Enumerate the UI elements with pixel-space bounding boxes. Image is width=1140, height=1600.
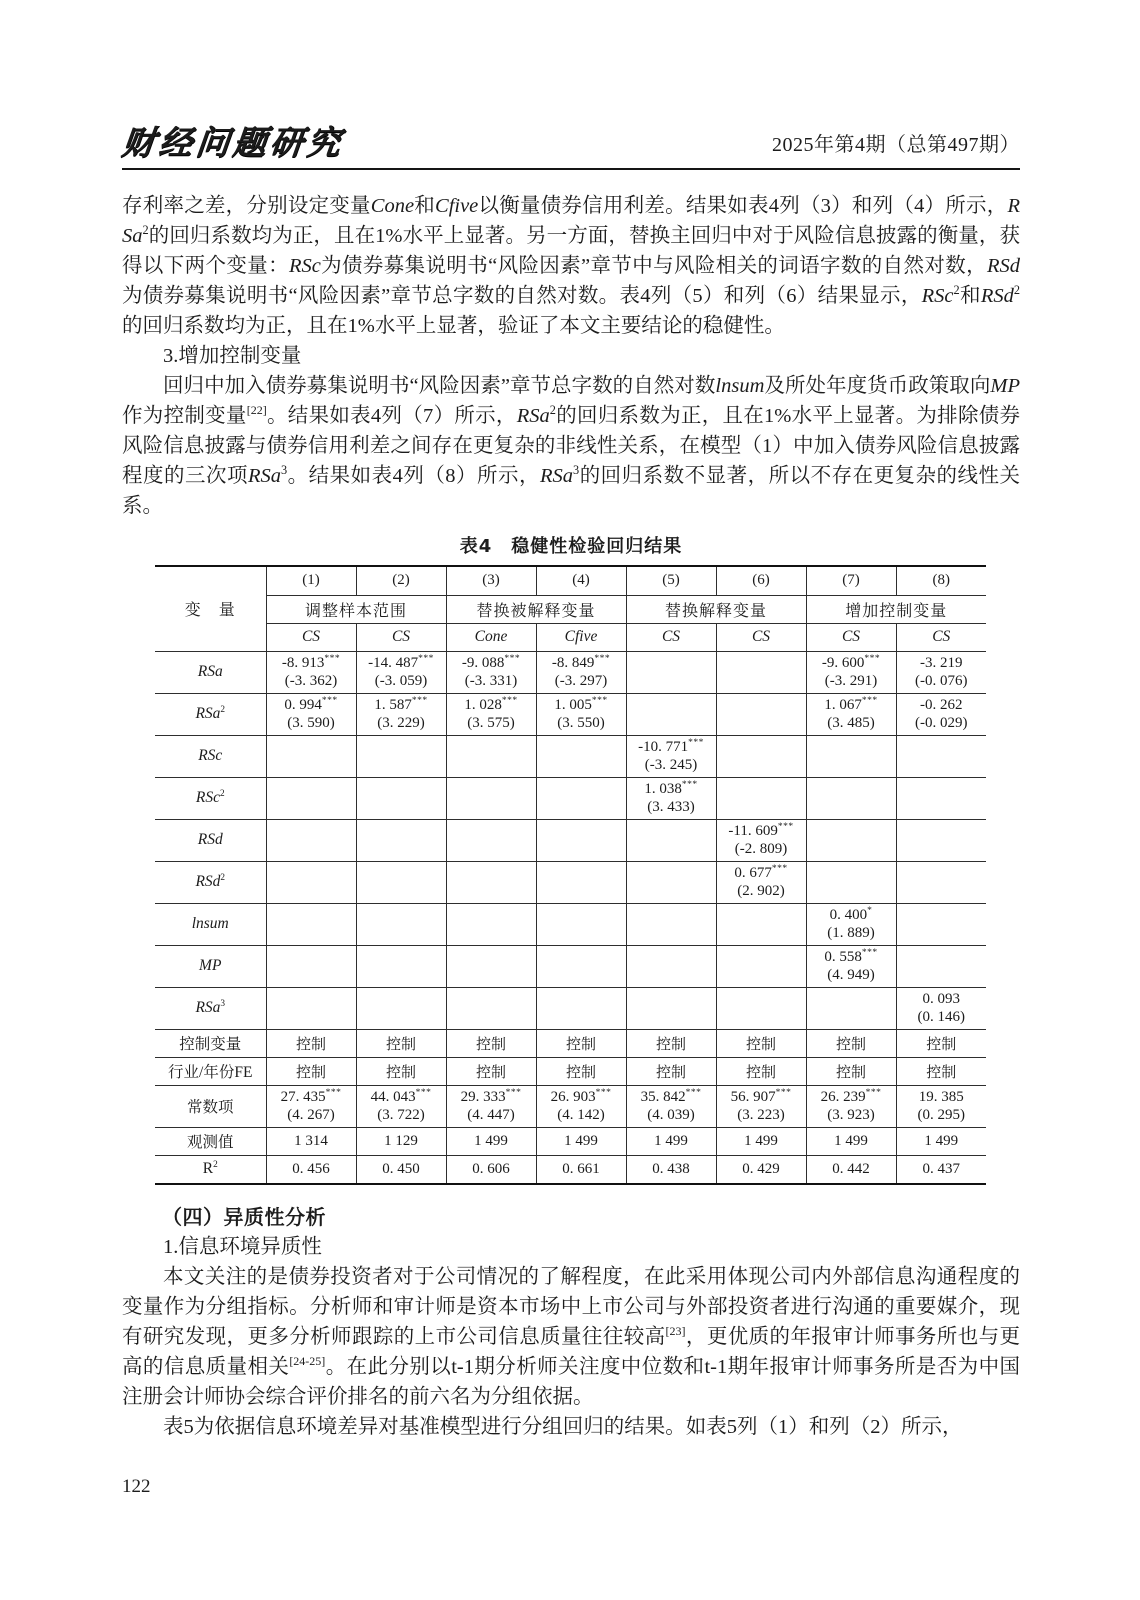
dependent-variable-header: Cone bbox=[446, 623, 536, 651]
page-number: 122 bbox=[122, 1476, 151, 1497]
row-label: RSd$^2$ bbox=[155, 861, 266, 903]
row-label: 观测值 bbox=[155, 1127, 266, 1155]
table-cell: 0. 677*** (2. 902) bbox=[716, 861, 806, 903]
table-cell bbox=[446, 903, 536, 945]
row-label: RSa$^2$ bbox=[155, 693, 266, 735]
table-cell bbox=[626, 819, 716, 861]
table-cell bbox=[716, 735, 806, 777]
column-number: (6) bbox=[716, 567, 806, 595]
table-row bbox=[155, 1057, 986, 1085]
row-label: 控制变量 bbox=[155, 1029, 266, 1057]
table-cell: 0. 456 bbox=[266, 1155, 356, 1183]
table-cell: 0. 661 bbox=[536, 1155, 626, 1183]
row-label: RSd bbox=[155, 819, 266, 861]
table-cell bbox=[356, 903, 446, 945]
table-cell bbox=[626, 861, 716, 903]
table-cell bbox=[716, 693, 806, 735]
table-cell: 26. 239*** (3. 923) bbox=[806, 1085, 896, 1127]
citation-ref: [24-25] bbox=[289, 1354, 326, 1369]
table-cell bbox=[446, 861, 536, 903]
table-cell: -3. 219 (-0. 076) bbox=[896, 651, 986, 693]
table-cell: 44. 043*** (3. 722) bbox=[356, 1085, 446, 1127]
table-cell: 1. 038*** (3. 433) bbox=[626, 777, 716, 819]
table-cell: 1. 005*** (3. 550) bbox=[536, 693, 626, 735]
column-number: (7) bbox=[806, 567, 896, 595]
row-label: 行业/年份FE bbox=[155, 1057, 266, 1085]
table-row bbox=[155, 1155, 986, 1183]
dependent-variable-header: CS bbox=[806, 623, 896, 651]
table-cell bbox=[536, 987, 626, 1029]
table-cell bbox=[716, 945, 806, 987]
table-body bbox=[155, 651, 986, 1183]
table-cell: 控制 bbox=[626, 1057, 716, 1085]
table-cell bbox=[266, 777, 356, 819]
table-cell: -0. 262 (-0. 029) bbox=[896, 693, 986, 735]
body-text-above-table bbox=[122, 191, 1020, 521]
table-cell: -14. 487*** (-3. 059) bbox=[356, 651, 446, 693]
column-group-header: 替换解释变量 bbox=[626, 595, 806, 623]
dependent-variable-header: CS bbox=[356, 623, 446, 651]
citation-ref: [23] bbox=[665, 1324, 686, 1339]
table-cell: 35. 842*** (4. 039) bbox=[626, 1085, 716, 1127]
column-number: (5) bbox=[626, 567, 716, 595]
table-cell bbox=[536, 735, 626, 777]
table-cell bbox=[806, 777, 896, 819]
table-row bbox=[155, 1085, 986, 1127]
table-cell bbox=[626, 987, 716, 1029]
table-cell bbox=[536, 945, 626, 987]
table-cell: 0. 606 bbox=[446, 1155, 536, 1183]
table-cell bbox=[266, 861, 356, 903]
table-cell: -11. 609*** (-2. 809) bbox=[716, 819, 806, 861]
column-number: (3) bbox=[446, 567, 536, 595]
table-cell bbox=[716, 777, 806, 819]
table-cell bbox=[536, 819, 626, 861]
table-row bbox=[155, 819, 986, 861]
table-row bbox=[155, 987, 986, 1029]
table-cell bbox=[446, 777, 536, 819]
table-cell: 控制 bbox=[896, 1057, 986, 1085]
table-cell: 1 499 bbox=[626, 1127, 716, 1155]
regression-table-wrap bbox=[155, 565, 986, 1185]
table-cell: 1. 028*** (3. 575) bbox=[446, 693, 536, 735]
table-cell bbox=[806, 819, 896, 861]
paragraph: 表5为依据信息环境差异对基准模型进行分组回归的结果。如表5列（1）和列（2）所示， bbox=[163, 1416, 963, 1438]
table-cell: 1. 587*** (3. 229) bbox=[356, 693, 446, 735]
table-cell bbox=[896, 777, 986, 819]
table-cell bbox=[356, 945, 446, 987]
table-cell: 控制 bbox=[806, 1057, 896, 1085]
dependent-variable-header: CS bbox=[716, 623, 806, 651]
row-label: lnsum bbox=[155, 903, 266, 945]
table-cell: 26. 903*** (4. 142) bbox=[536, 1085, 626, 1127]
table-cell bbox=[356, 861, 446, 903]
table-cell: 控制 bbox=[716, 1057, 806, 1085]
table-row bbox=[155, 735, 986, 777]
table-cell bbox=[716, 903, 806, 945]
column-group-header: 调整样本范围 bbox=[266, 595, 446, 623]
column-group-header: 替换被解释变量 bbox=[446, 595, 626, 623]
journal-logo: 财经问题研究 bbox=[119, 123, 347, 162]
table-cell bbox=[266, 735, 356, 777]
row-label: RSa bbox=[155, 651, 266, 693]
table-cell: -10. 771*** (-3. 245) bbox=[626, 735, 716, 777]
table-cell: 56. 907*** (3. 223) bbox=[716, 1085, 806, 1127]
table-cell bbox=[446, 819, 536, 861]
table-cell: 27. 435*** (4. 267) bbox=[266, 1085, 356, 1127]
table-cell bbox=[626, 903, 716, 945]
table-cell bbox=[626, 693, 716, 735]
table-row bbox=[155, 861, 986, 903]
table-cell bbox=[806, 735, 896, 777]
table-cell bbox=[626, 945, 716, 987]
table-cell: 控制 bbox=[896, 1029, 986, 1057]
table-row bbox=[155, 651, 986, 693]
table-cell bbox=[806, 987, 896, 1029]
variable-corner-cell: 变 量 bbox=[155, 567, 266, 651]
table-head bbox=[155, 567, 986, 651]
column-number: (1) bbox=[266, 567, 356, 595]
table-cell bbox=[356, 735, 446, 777]
table-cell: 19. 385 (0. 295) bbox=[896, 1085, 986, 1127]
table-cell: 0. 093 (0. 146) bbox=[896, 987, 986, 1029]
row-label: RSa$^3$ bbox=[155, 987, 266, 1029]
table-cell: 控制 bbox=[266, 1057, 356, 1085]
table-cell bbox=[806, 861, 896, 903]
table-row bbox=[155, 1127, 986, 1155]
table-cell bbox=[896, 903, 986, 945]
table-cell bbox=[446, 735, 536, 777]
table-cell bbox=[626, 651, 716, 693]
table-cell: 控制 bbox=[806, 1029, 896, 1057]
table-cell bbox=[266, 903, 356, 945]
dependent-variable-header: CS bbox=[266, 623, 356, 651]
table-cell: 控制 bbox=[446, 1057, 536, 1085]
table-cell bbox=[896, 945, 986, 987]
table-cell: 0. 558*** (4. 949) bbox=[806, 945, 896, 987]
page-header bbox=[119, 123, 1020, 170]
table-cell: 控制 bbox=[356, 1029, 446, 1057]
table-cell: 0. 429 bbox=[716, 1155, 806, 1183]
issue-info: 2025年第4期（总第497期） bbox=[772, 134, 1020, 156]
table-cell: 1 499 bbox=[446, 1127, 536, 1155]
table-cell: 控制 bbox=[356, 1057, 446, 1085]
table-cell bbox=[896, 819, 986, 861]
row-label: 常数项 bbox=[155, 1085, 266, 1127]
table-cell: 控制 bbox=[716, 1029, 806, 1057]
table-cell: 0. 400* (1. 889) bbox=[806, 903, 896, 945]
table-cell: 控制 bbox=[536, 1057, 626, 1085]
table-cell bbox=[266, 987, 356, 1029]
table-cell: 控制 bbox=[446, 1029, 536, 1057]
table-cell: 1. 067*** (3. 485) bbox=[806, 693, 896, 735]
table-row bbox=[155, 693, 986, 735]
table-cell bbox=[446, 987, 536, 1029]
table-cell: 0. 437 bbox=[896, 1155, 986, 1183]
paragraph: 存利率之差，分别设定变量Cone和Cfive以衡量债券信用利差。结果如表4列（3）和列（4）所示，RSa$^2$的回归系数均为正，且在1%水平上显著。另一方面，替换主回归中对于风险信息披露的衡量，获得以下两个变量：RSc为债券募集说明书“风险因素”章节中与风险相关的词语字数的自然对数，RSd为债券募集说明书“风险因素”章节总字数的自然对数。表4列（5）和列（6）结果显示，RSc$^2$和RSd$^2$的回归系数均为正，且在1%水平上显著，验证了本文主要结论的稳健性。 bbox=[122, 195, 1021, 337]
table-cell: 0. 442 bbox=[806, 1155, 896, 1183]
paragraph: 1.信息环境异质性 bbox=[163, 1236, 322, 1258]
table-cell bbox=[356, 819, 446, 861]
table-cell bbox=[356, 987, 446, 1029]
table-cell: 控制 bbox=[536, 1029, 626, 1057]
table-cell: 1 314 bbox=[266, 1127, 356, 1155]
table-cell bbox=[716, 987, 806, 1029]
table-row bbox=[155, 1029, 986, 1057]
citation-ref: [22] bbox=[246, 403, 267, 418]
table-cell: -9. 600*** (-3. 291) bbox=[806, 651, 896, 693]
dependent-variable-header: CS bbox=[626, 623, 716, 651]
table-cell: 1 129 bbox=[356, 1127, 446, 1155]
table-cell bbox=[536, 777, 626, 819]
table-cell: 控制 bbox=[626, 1029, 716, 1057]
column-number: (8) bbox=[896, 567, 986, 595]
column-group-header: 增加控制变量 bbox=[806, 595, 986, 623]
paragraph: 3.增加控制变量 bbox=[163, 345, 302, 367]
table-cell bbox=[536, 861, 626, 903]
dependent-variable-header: CS bbox=[896, 623, 986, 651]
dependent-variable-header: Cfive bbox=[536, 623, 626, 651]
table-cell bbox=[896, 735, 986, 777]
row-label: MP bbox=[155, 945, 266, 987]
table-title: 表4 稳健性检验回归结果 bbox=[459, 536, 683, 557]
table-cell: 0. 994*** (3. 590) bbox=[266, 693, 356, 735]
table-cell bbox=[356, 777, 446, 819]
table-cell bbox=[536, 903, 626, 945]
column-number: (4) bbox=[536, 567, 626, 595]
table-cell: 0. 438 bbox=[626, 1155, 716, 1183]
table-cell: -9. 088*** (-3. 331) bbox=[446, 651, 536, 693]
column-number: (2) bbox=[356, 567, 446, 595]
table-cell: -8. 849*** (-3. 297) bbox=[536, 651, 626, 693]
table-cell: 29. 333*** (4. 447) bbox=[446, 1085, 536, 1127]
page-content bbox=[119, 123, 1021, 1498]
row-label: $R^2$ bbox=[155, 1155, 266, 1183]
table-row bbox=[155, 903, 986, 945]
table-cell: 1 499 bbox=[536, 1127, 626, 1155]
paragraph: 本文关注的是债券投资者对于公司情况的了解程度，在此采用体现公司内外部信息沟通程度的变量作为分组指标。分析师和审计师是资本市场中上市公司与外部投资者进行沟通的重要媒介，现有研究发现，更多分析师跟踪的上市公司信息质量往往较高[23]，更优质的年报审计师事务所也与更高的信息质量相关[24-25]。在此分别以t-1期分析师关注度中位数和t-1期年报审计师事务所是否为中国注册会计师协会综合评价排名的前六名为分组依据。 bbox=[122, 1266, 1021, 1408]
table-cell: 1 499 bbox=[806, 1127, 896, 1155]
table-cell: 控制 bbox=[266, 1029, 356, 1057]
table-cell bbox=[716, 651, 806, 693]
table-cell bbox=[896, 861, 986, 903]
body-text-below-table bbox=[122, 1202, 1020, 1442]
table-row bbox=[155, 945, 986, 987]
paragraph: 回归中加入债券募集说明书“风险因素”章节总字数的自然对数lnsum及所处年度货币政策取向MP作为控制变量[22]。结果如表4列（7）所示，RSa$^2$的回归系数为正，且在1%水平上显著。为排除债券风险信息披露与债券信用利差之间存在更复杂的非线性关系，在模型（1）中加入债券风险信息披露程度的三次项RSa$^3$。结果如表4列（8）所示，RSa$^3$的回归系数不显著，所以不存在更复杂的线性关系。 bbox=[122, 375, 1021, 517]
table-row bbox=[155, 777, 986, 819]
section-heading: （四）异质性分析 bbox=[162, 1205, 326, 1229]
row-label: RSc$^2$ bbox=[155, 777, 266, 819]
table-cell bbox=[266, 945, 356, 987]
table-cell: 1 499 bbox=[716, 1127, 806, 1155]
table-cell bbox=[266, 819, 356, 861]
regression-table bbox=[155, 567, 986, 1183]
table-cell: 0. 450 bbox=[356, 1155, 446, 1183]
table-cell: -8. 913*** (-3. 362) bbox=[266, 651, 356, 693]
table-cell bbox=[446, 945, 536, 987]
table-cell: 1 499 bbox=[896, 1127, 986, 1155]
row-label: RSc bbox=[155, 735, 266, 777]
